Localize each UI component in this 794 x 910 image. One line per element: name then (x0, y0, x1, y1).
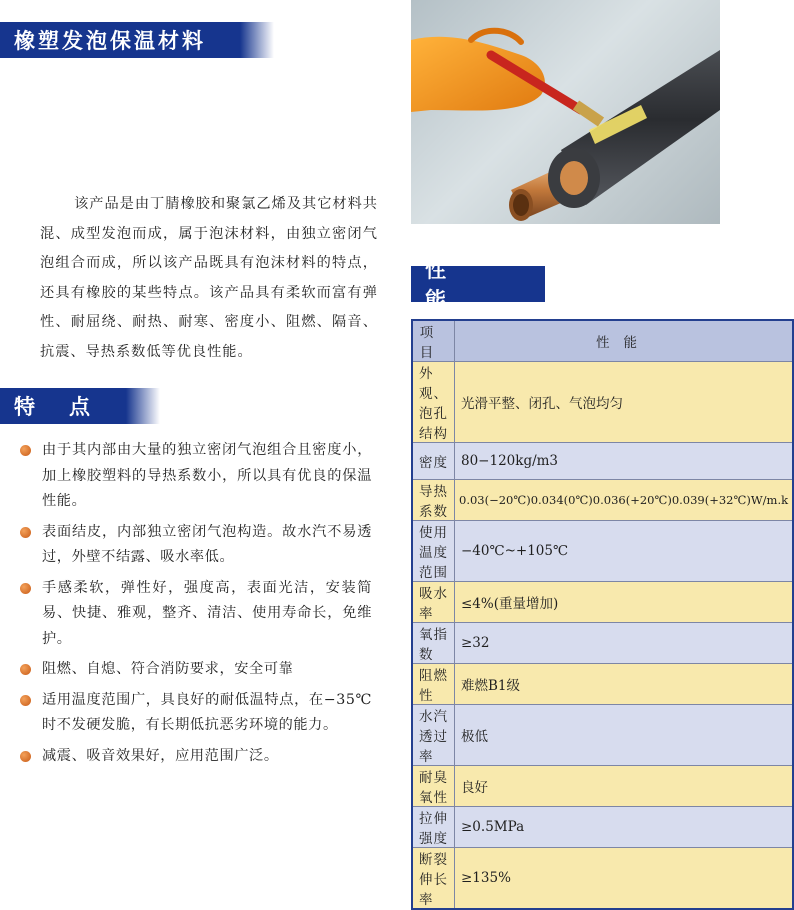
features-heading: 特点 (14, 395, 124, 419)
column-header-item: 项目 (412, 320, 455, 362)
table-row (412, 623, 793, 664)
feature-item: 适用温度范围广，具良好的耐低温特点，在−35℃时不发硬发脆，有长期低抗恶劣环境的能力。 (20, 688, 372, 739)
page-title-bar (0, 22, 240, 58)
bullet-icon (20, 445, 31, 456)
row-value: 良好 (455, 766, 794, 807)
row-value: ≥32 (455, 623, 794, 664)
table-row (412, 766, 793, 807)
row-value: 80−120kg/m3 (455, 443, 794, 480)
table-row (412, 848, 793, 910)
bullet-icon (20, 583, 31, 594)
table-row (412, 480, 793, 521)
feature-item: 由于其内部由大量的独立密闭气泡组合且密度小，加上橡胶塑料的导热系数小，所以具有优良的保温性能。 (20, 438, 372, 515)
table-row (412, 807, 793, 848)
bullet-icon (20, 527, 31, 538)
row-value: −40℃~+105℃ (455, 521, 794, 582)
product-photo (411, 0, 720, 224)
table-row (412, 443, 793, 480)
row-item: 水汽透过率 (412, 705, 455, 766)
row-value: 难燃B1级 (455, 664, 794, 705)
features-heading-bar (0, 388, 126, 424)
bullet-icon (20, 751, 31, 762)
table-row (412, 362, 793, 443)
table-header-row (412, 320, 793, 362)
row-item: 导热系数 (412, 480, 455, 521)
row-item: 密度 (412, 443, 455, 480)
row-value: ≥0.5MPa (455, 807, 794, 848)
features-list (20, 438, 372, 774)
bullet-icon (20, 664, 31, 675)
row-value: 0.03(−20℃)0.034(0℃)0.036(+20℃)0.039(+32℃)W/m.k (455, 480, 794, 521)
row-item: 阻燃性 (412, 664, 455, 705)
table-row (412, 582, 793, 623)
row-value: ≤4%(重量增加) (455, 582, 794, 623)
row-item: 氧指数 (412, 623, 455, 664)
row-item: 拉伸强度 (412, 807, 455, 848)
row-item: 断裂伸长率 (412, 848, 455, 910)
row-item: 吸水率 (412, 582, 455, 623)
table-row (412, 664, 793, 705)
intro-paragraph: 该产品是由丁腈橡胶和聚氯乙烯及其它材料共混、成型发泡而成，属于泡沫材料，由独立密闭气泡组合而成，所以该产品既具有泡沫材料的特点，还具有橡胶的某些特点。该产品具有柔软而富有弹性、耐屈绕、耐热、耐寒、密度小、阻燃、隔音、抗震、导热系数低等优良性能。 (40, 196, 378, 360)
row-item: 使用温度范围 (412, 521, 455, 582)
insulated-pipe-illustration (411, 0, 720, 224)
row-value: ≥135% (455, 848, 794, 910)
performance-heading-bar (411, 258, 545, 312)
row-item: 外观、泡孔结构 (412, 362, 455, 443)
column-header-value: 性能 (455, 320, 794, 362)
page-title: 橡塑发泡保温材料 (14, 29, 206, 53)
performance-table (411, 319, 794, 910)
table-row (412, 705, 793, 766)
row-value: 光滑平整、闭孔、气泡均匀 (455, 362, 794, 443)
feature-item: 减震、吸音效果好，应用范围广泛。 (20, 744, 372, 770)
feature-item: 手感柔软，弹性好，强度高，表面光洁，安装简易、快捷、雅观，整齐、清洁、使用寿命长，免维护。 (20, 576, 372, 653)
row-item: 耐臭氧性 (412, 766, 455, 807)
row-value: 极低 (455, 705, 794, 766)
feature-item: 表面结皮，内部独立密闭气泡构造。故水汽不易透过，外壁不结露、吸水率低。 (20, 520, 372, 571)
bullet-icon (20, 695, 31, 706)
performance-heading: 性能 (425, 258, 490, 312)
table-row (412, 521, 793, 582)
feature-item: 阻燃、自熄、符合消防要求，安全可靠 (20, 657, 372, 683)
